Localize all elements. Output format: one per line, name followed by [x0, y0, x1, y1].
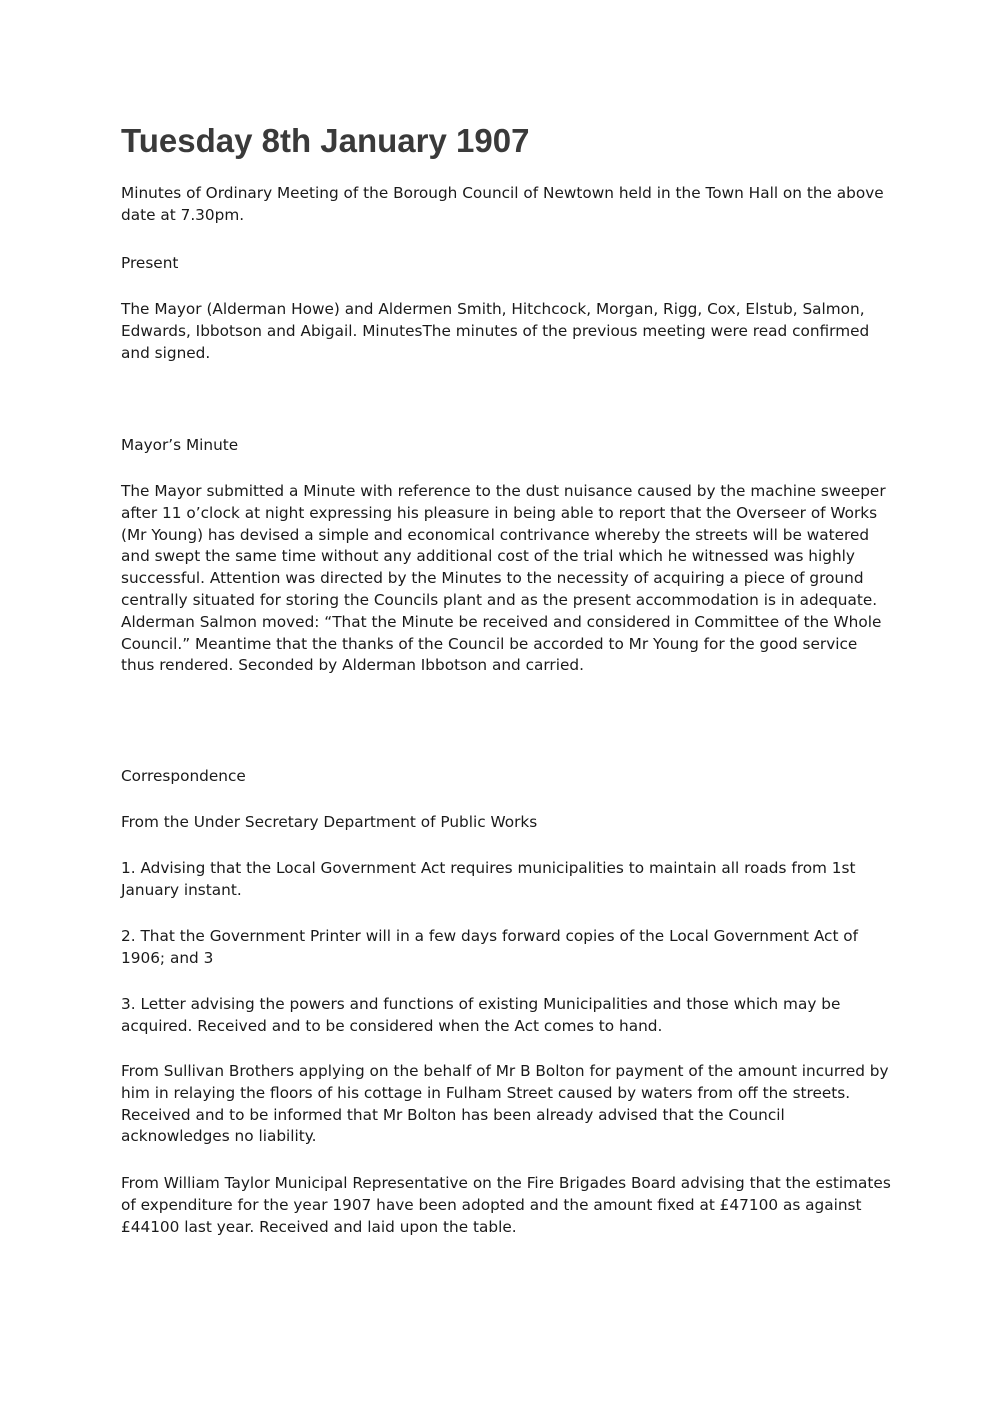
- correspondence-item-1: 1. Advising that the Local Government Act requires municipalities to maintain all roads from 1st January instant.: [121, 859, 856, 899]
- correspondence-source: From the Under Secretary Department of Public Works: [121, 813, 538, 831]
- page-title: Tuesday 8th January 1907: [121, 122, 530, 159]
- present-heading: Present: [121, 254, 179, 272]
- correspondence-heading: Correspondence: [121, 767, 246, 785]
- mayors-minute-heading: Mayor’s Minute: [121, 436, 239, 454]
- sullivan-brothers-paragraph: From Sullivan Brothers applying on the behalf of Mr B Bolton for payment of the amount incurred by him in relaying the floors of his cottage in Fulham Street caused by waters from off the streets. Received and to be informed that Mr Bolton has been already advised that the Council acknowledges no liability.: [121, 1062, 889, 1146]
- intro-paragraph: Minutes of Ordinary Meeting of the Borough Council of Newtown held in the Town Hall on the above date at 7.30pm.: [121, 184, 884, 224]
- william-taylor-paragraph: From William Taylor Municipal Representative on the Fire Brigades Board advising that the estimates of expenditure for the year 1907 have been adopted and the amount fixed at £47100 as against £44100 last year. Received and laid upon the table.: [121, 1174, 891, 1236]
- correspondence-item-2: 2. That the Government Printer will in a few days forward copies of the Local Government Act of 1906; and 3: [121, 927, 859, 967]
- mayors-minute-paragraph: The Mayor submitted a Minute with reference to the dust nuisance caused by the machine sweeper after 11 o’clock at night expressing his pleasure in being able to report that the Overseer of Works (Mr Young) has devised a simple and economical contrivance whereby the streets will be watered and swept the same time without any additional cost of the trial which he witnessed was highly successful. Attention was directed by the Minutes to the necessity of acquiring a piece of ground centrally situated for storing the Councils plant and as the present accommodation is in adequate. Alderman Salmon moved: “That the Minute be received and considered in Committee of the Whole Council.” Meantime that the thanks of the Council be accorded to Mr Young for the good service thus rendered. Seconded by Alderman Ibbotson and carried.: [121, 482, 886, 675]
- correspondence-item-3: 3. Letter advising the powers and functions of existing Municipalities and those which may be acquired. Received and to be considered when the Act comes to hand.: [121, 995, 841, 1035]
- present-paragraph: The Mayor (Alderman Howe) and Aldermen Smith, Hitchcock, Morgan, Rigg, Cox, Elstub, Salmon, Edwards, Ibbotson and Abigail. MinutesThe minutes of the previous meeting were read confirmed and signed.: [121, 300, 870, 362]
